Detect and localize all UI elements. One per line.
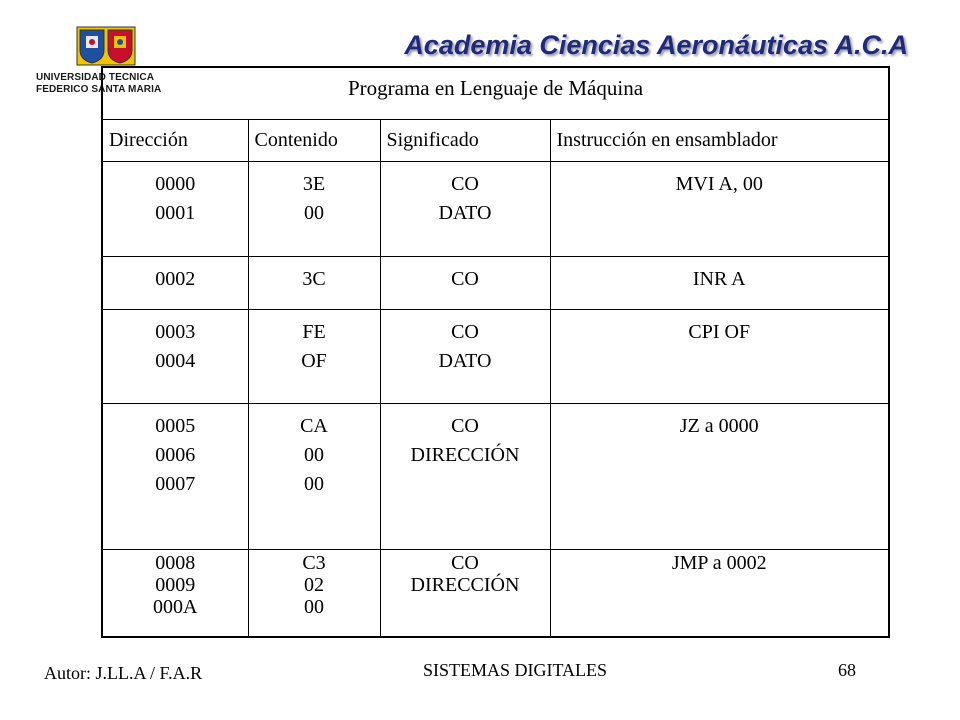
university-name-line-2: FEDERICO SANTA MARIA <box>36 84 162 95</box>
content-cell: 3C <box>248 256 380 309</box>
column-header-content: Contenido <box>248 120 380 162</box>
meaning-cell: CO DATO <box>380 309 550 403</box>
table-row <box>102 549 889 637</box>
address-cell: 0005 0006 0007 <box>102 404 248 550</box>
meaning-cell: CO DIRECCIÓN <box>380 404 550 550</box>
meaning-cell: CO DATO <box>380 162 550 256</box>
footer-course: SISTEMAS DIGITALES <box>423 660 608 680</box>
machine-language-table <box>101 66 890 638</box>
address-cell: 0000 0001 <box>102 162 248 256</box>
page-number: 68 <box>838 660 856 680</box>
instruction-cell: JZ a 0000 <box>550 404 889 550</box>
academy-title: Academia Ciencias Aeronáuticas A.C.A <box>404 30 908 60</box>
meaning-cell: CO <box>380 256 550 309</box>
instruction-cell: INR A <box>550 256 889 309</box>
footer-author: Autor: J.LL.A / F.A.R <box>44 663 203 683</box>
table-row <box>102 256 889 309</box>
column-header-instruction: Instrucción en ensamblador <box>550 120 889 162</box>
content-cell: FE OF <box>248 309 380 403</box>
instruction-cell: MVI A, 00 <box>550 162 889 256</box>
instruction-cell: CPI OF <box>550 309 889 403</box>
content-cell: CA 00 00 <box>248 404 380 550</box>
table-row <box>102 162 889 256</box>
table-title: Programa en Lenguaje de Máquina <box>102 67 889 120</box>
table-row <box>102 404 889 550</box>
column-header-address: Dirección <box>102 120 248 162</box>
content-cell: C3 02 00 <box>248 549 380 637</box>
column-header-meaning: Significado <box>380 120 550 162</box>
meaning-cell: CO DIRECCIÓN <box>380 549 550 637</box>
address-cell: 0002 <box>102 256 248 309</box>
content-cell: 3E 00 <box>248 162 380 256</box>
university-shield-icon <box>76 26 136 66</box>
instruction-cell: JMP a 0002 <box>550 549 889 637</box>
address-cell: 0008 0009 000A <box>102 549 248 637</box>
table-row <box>102 309 889 403</box>
address-cell: 0003 0004 <box>102 309 248 403</box>
university-name-line-1: UNIVERSIDAD TECNICA <box>36 72 155 83</box>
